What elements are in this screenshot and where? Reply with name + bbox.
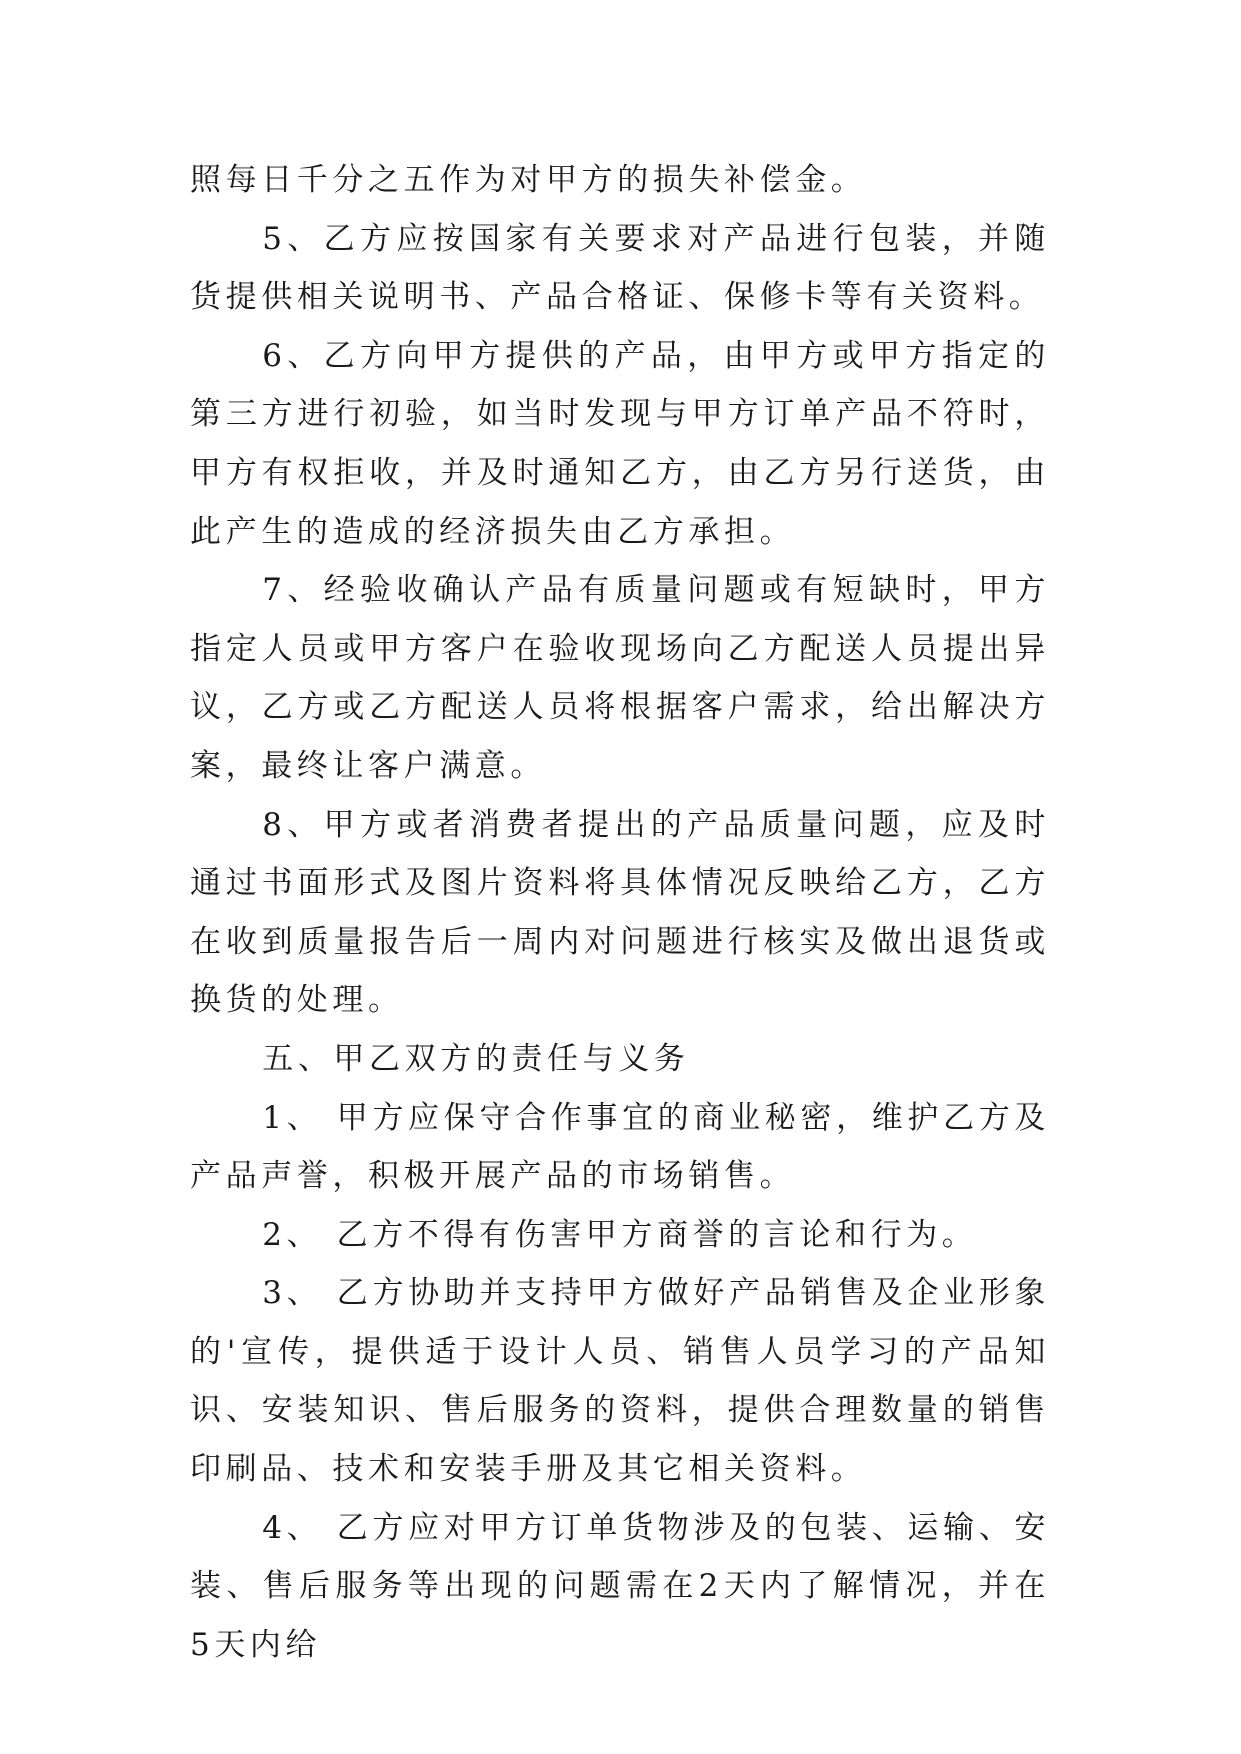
paragraph-clause-6-inspection: 6、乙方向甲方提供的产品，由甲方或甲方指定的第三方进行初验，如当时发现与甲方订单产品不符时，甲方有权拒收，并及时通知乙方，由乙方另行送货，由此产生的造成的经济损失由乙方承担。 [190,337,1050,550]
paragraph-clause-8-quality-report: 8、甲方或者消费者提出的产品质量问题，应及时通过书面形式及图片资料将具体情况反映给乙方，乙方在收到质量报告后一周内对问题进行核实及做出退货或换货的处理。 [190,806,1050,1019]
document-body [190,151,1050,1674]
paragraph-compensation-tail: 照每日千分之五作为对甲方的损失补偿金。 [190,162,867,198]
paragraph-duty-4: 4、 乙方应对甲方订单货物涉及的包装、运输、安装、售后服务等出现的问题需在2天内了解情况，并在5天内给 [190,1509,1050,1663]
section-heading-responsibilities: 五、甲乙双方的责任与义务 [262,1040,690,1077]
paragraph-clause-7-quality-dispute: 7、经验收确认产品有质量问题或有短缺时，甲方指定人员或甲方客户在验收现场向乙方配送人员提出异议，乙方或乙方配送人员将根据客户需求，给出解决方案，最终让客户满意。 [190,572,1050,784]
paragraph-duty-2: 2、 乙方不得有伤害甲方商誉的言论和行为。 [262,1216,978,1253]
paragraph-duty-3: 3、 乙方协助并支持甲方做好产品销售及企业形象的'宣传，提供适于设计人员、销售人员学习的产品知识、安装知识、售后服务的资料，提供合理数量的销售印刷品、技术和安装手册及其它相关资料。 [190,1275,1050,1488]
paragraph-clause-5-packaging: 5、乙方应按国家有关要求对产品进行包装，并随货提供相关说明书、产品合格证、保修卡等有关资料。 [190,220,1050,316]
paragraph-duty-1: 1、 甲方应保守合作事宜的商业秘密，维护乙方及产品声誉，积极开展产品的市场销售。 [190,1099,1050,1195]
